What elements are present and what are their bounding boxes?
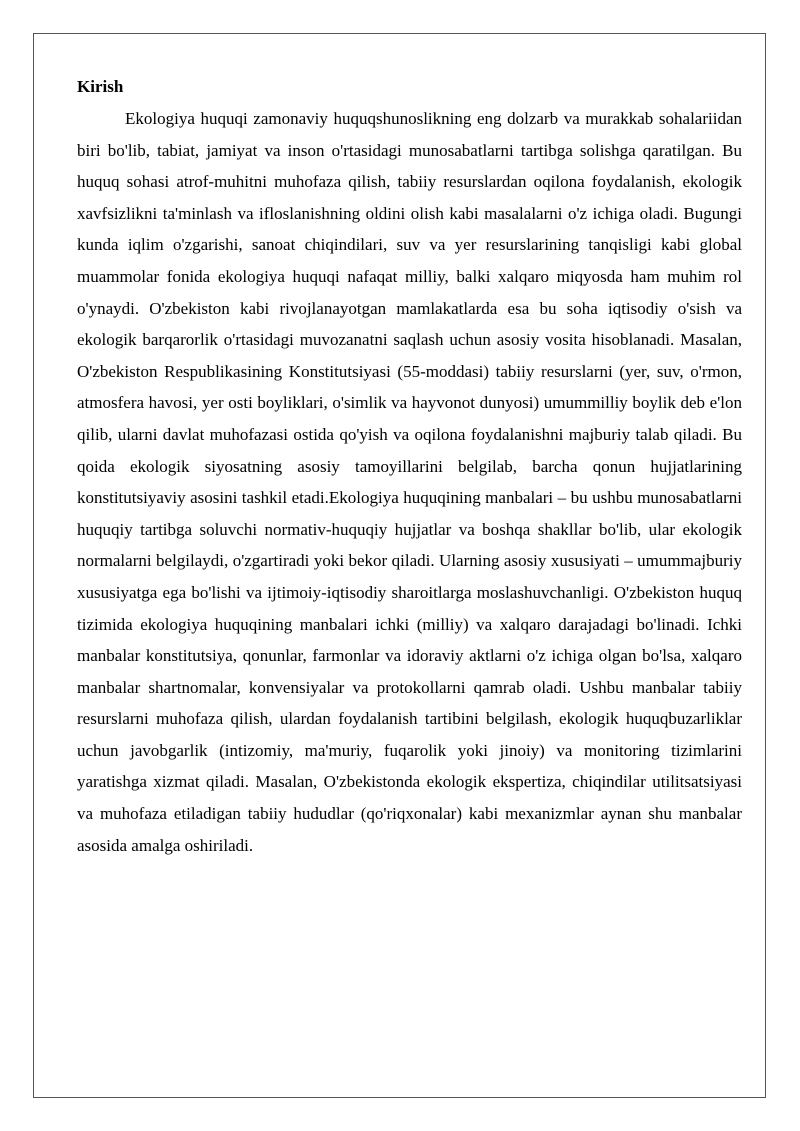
document-body [77,75,742,861]
section-heading: Kirish [77,77,124,96]
page-frame [33,33,766,1098]
body-paragraph: Ekologiya huquqi zamonaviy huquqshunoslikning eng dolzarb va murakkab sohalariidan biri bo'lib, tabiat, jamiyat va inson o'rtasidagi munosabatlarni tartibga solishga qaratilgan. Bu huquq sohasi atrof-muhitni muhofaza qilish, tabiiy resurslardan oqilona foydalanish, ekologik xavfsizlikni ta'minlash va ifloslanishning oldini olish kabi masalalarni o'z ichiga oladi. Bugungi kunda iqlim o'zgarishi, sanoat chiqindilari, suv va yer resurslarining tanqisligi kabi global muammolar fonida ekologiya huquqi nafaqat milliy, balki xalqaro miqyosda ham muhim rol o'ynaydi. O'zbekiston kabi rivojlanayotgan mamlakatlarda esa bu soha iqtisodiy o'sish va ekologik barqarorlik o'rtasidagi muvozanatni saqlash uchun asosiy vosita hisoblanadi. Masalan, O'zbekiston Respublikasining Konstitutsiyasi (55-moddasi) tabiiy resurslarni (yer, suv, o'rmon, atmosfera havosi, yer osti boyliklari, o'simlik va hayvonot dunyosi) umummilliy boylik deb e'lon qilib, ularni davlat muhofazasi ostida qo'yish va oqilona foydalanishni majburiy talab qiladi. Bu qoida ekologik siyosatning asosiy tamoyillarini belgilab, barcha qonun hujjatlarining konstitutsiyaviy asosini tashkil etadi.Ekologiya huquqining manbalari – bu ushbu munosabatlarni huquqiy tartibga soluvchi normativ-huquqiy hujjatlar va boshqa shakllar bo'lib, ular ekologik normalarni belgilaydi, o'zgartiradi yoki bekor qiladi. Ularning asosiy xususiyati – umummajburiy xususiyatga ega bo'lishi va ijtimoiy-iqtisodiy sharoitlarga moslashuvchanligi. O'zbekiston huquq tizimida ekologiya huquqining manbalari ichki (milliy) va xalqaro darajadagi bo'linadi. Ichki manbalar konstitutsiya, qonunlar, farmonlar va idoraviy aktlarni o'z ichiga olgan bo'lsa, xalqaro manbalar shartnomalar, konvensiyalar va protokollarni qamrab oladi. Ushbu manbalar tabiiy resurslarni muhofaza qilish, ulardan foydalanish tartibini belgilash, ekologik huquqbuzarliklar uchun javobgarlik (intizomiy, ma'muriy, fuqarolik yoki jinoiy) va monitoring tizimlarini yaratishga xizmat qiladi. Masalan, O'zbekistonda ekologik ekspertiza, chiqindilar utilitsatsiyasi va muhofaza etiladigan tabiiy hududlar (qo'riqxonalar) kabi mexanizmlar aynan shu manbalar asosida amalga oshiriladi. [77,109,742,855]
